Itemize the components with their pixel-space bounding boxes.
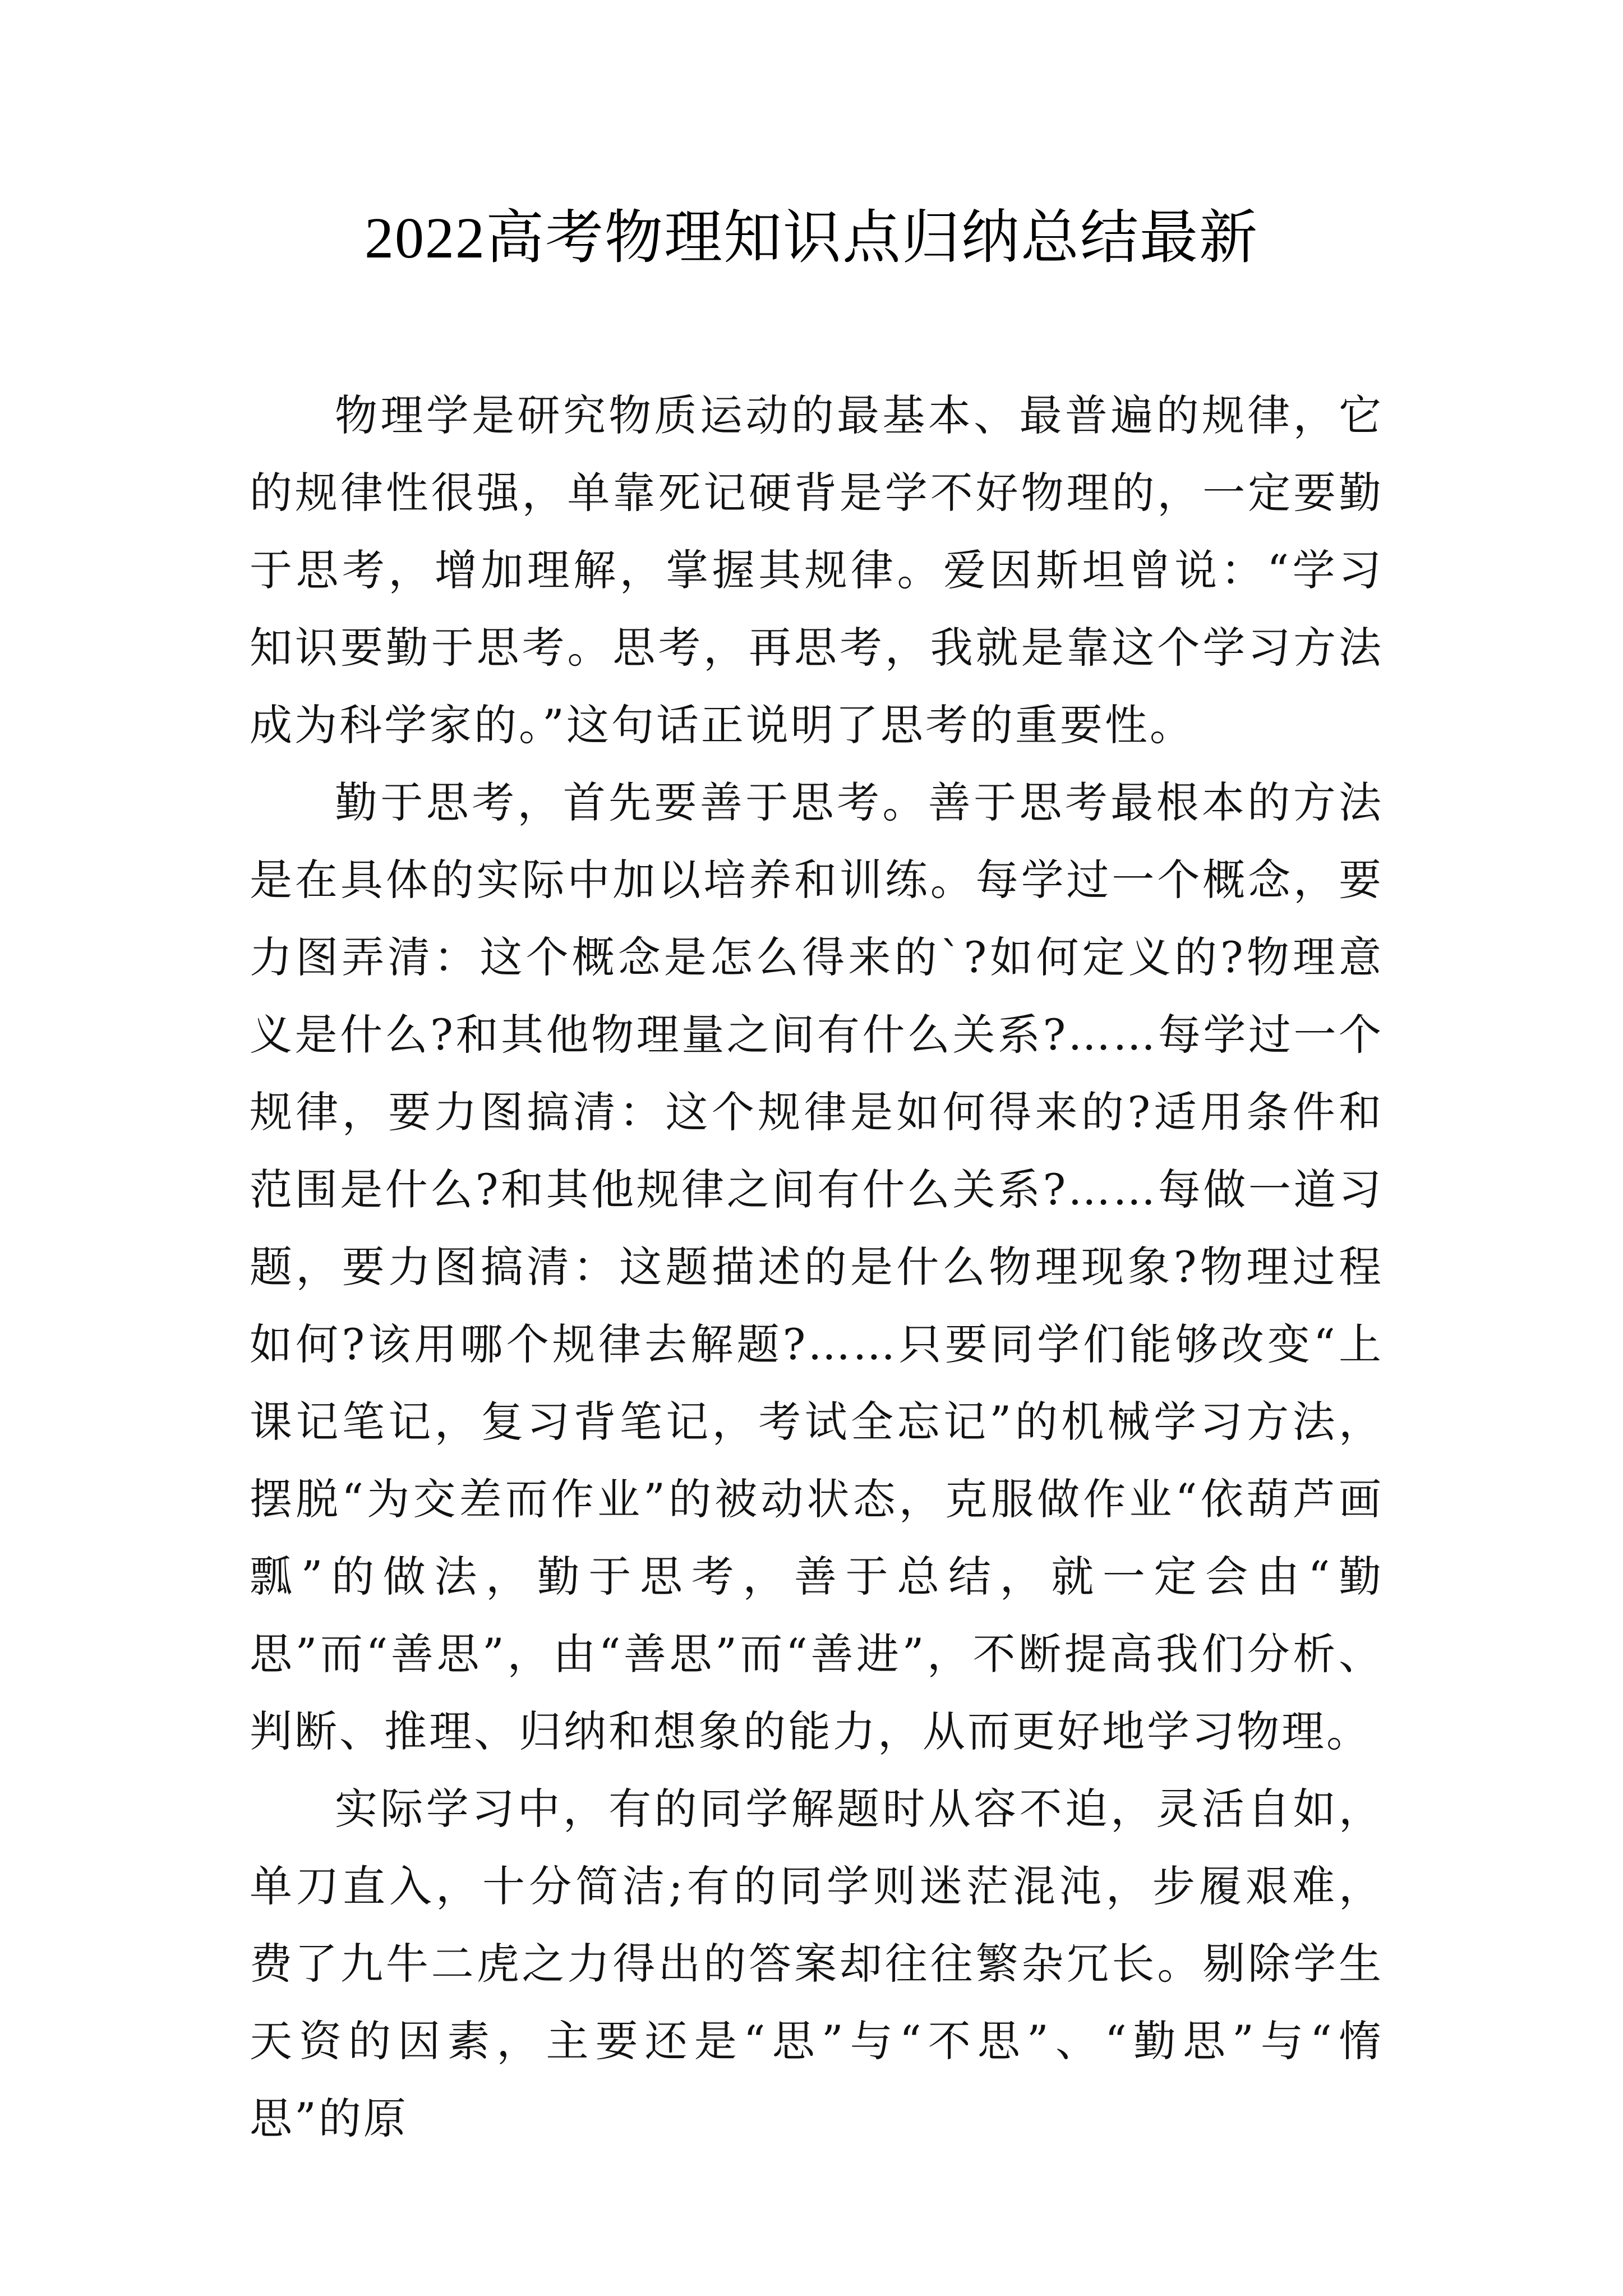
document-title: 2022高考物理知识点归纳总结最新 (364, 206, 1258, 270)
paragraph-1: 物理学是研究物质运动的最基本、最普遍的规律，它的规律性很强，单靠死记硬背是学不好物理的，一定要勤于思考，增加理解，掌握其规律。爱因斯坦曾说：“学习知识要勤于思考。思考，再思考，我就是靠这个学习方法成为科学家的。”这句话正说明了思考的重要性。 (250, 390, 1384, 750)
paragraph-3: 实际学习中，有的同学解题时从容不迫，灵活自如，单刀直入，十分简洁;有的同学则迷茫混沌，步履艰难，费了九牛二虎之力得出的答案却往往繁杂冗长。剔除学生天资的因素，主要还是“思”与“不思”、“勤思”与“惰思”的原 (250, 1784, 1384, 2143)
paragraph-2: 勤于思考，首先要善于思考。善于思考最根本的方法是在具体的实际中加以培养和训练。每学过一个概念，要力图弄清：这个概念是怎么得来的`?如何定义的?物理意义是什么?和其他物理量之间有什么关系?……每学过一个规律，要力图搞清：这个规律是如何得来的?适用条件和范围是什么?和其他规律之间有什么关系?……每做一道习题，要力图搞清：这题描述的是什么物理现象?物理过程如何?该用哪个规律去解题?……只要同学们能够改变“上课记笔记，复习背笔记，考试全忘记”的机械学习方法，摆脱“为交差而作业”的被动状态，克服做作业“依葫芦画瓢”的做法，勤于思考，善于总结，就一定会由“勤思”而“善思”，由“善思”而“善进”，不断提高我们分析、判断、推理、归纳和想象的能力，从而更好地学习物理。 (250, 777, 1384, 1756)
document-body (250, 377, 1384, 2157)
